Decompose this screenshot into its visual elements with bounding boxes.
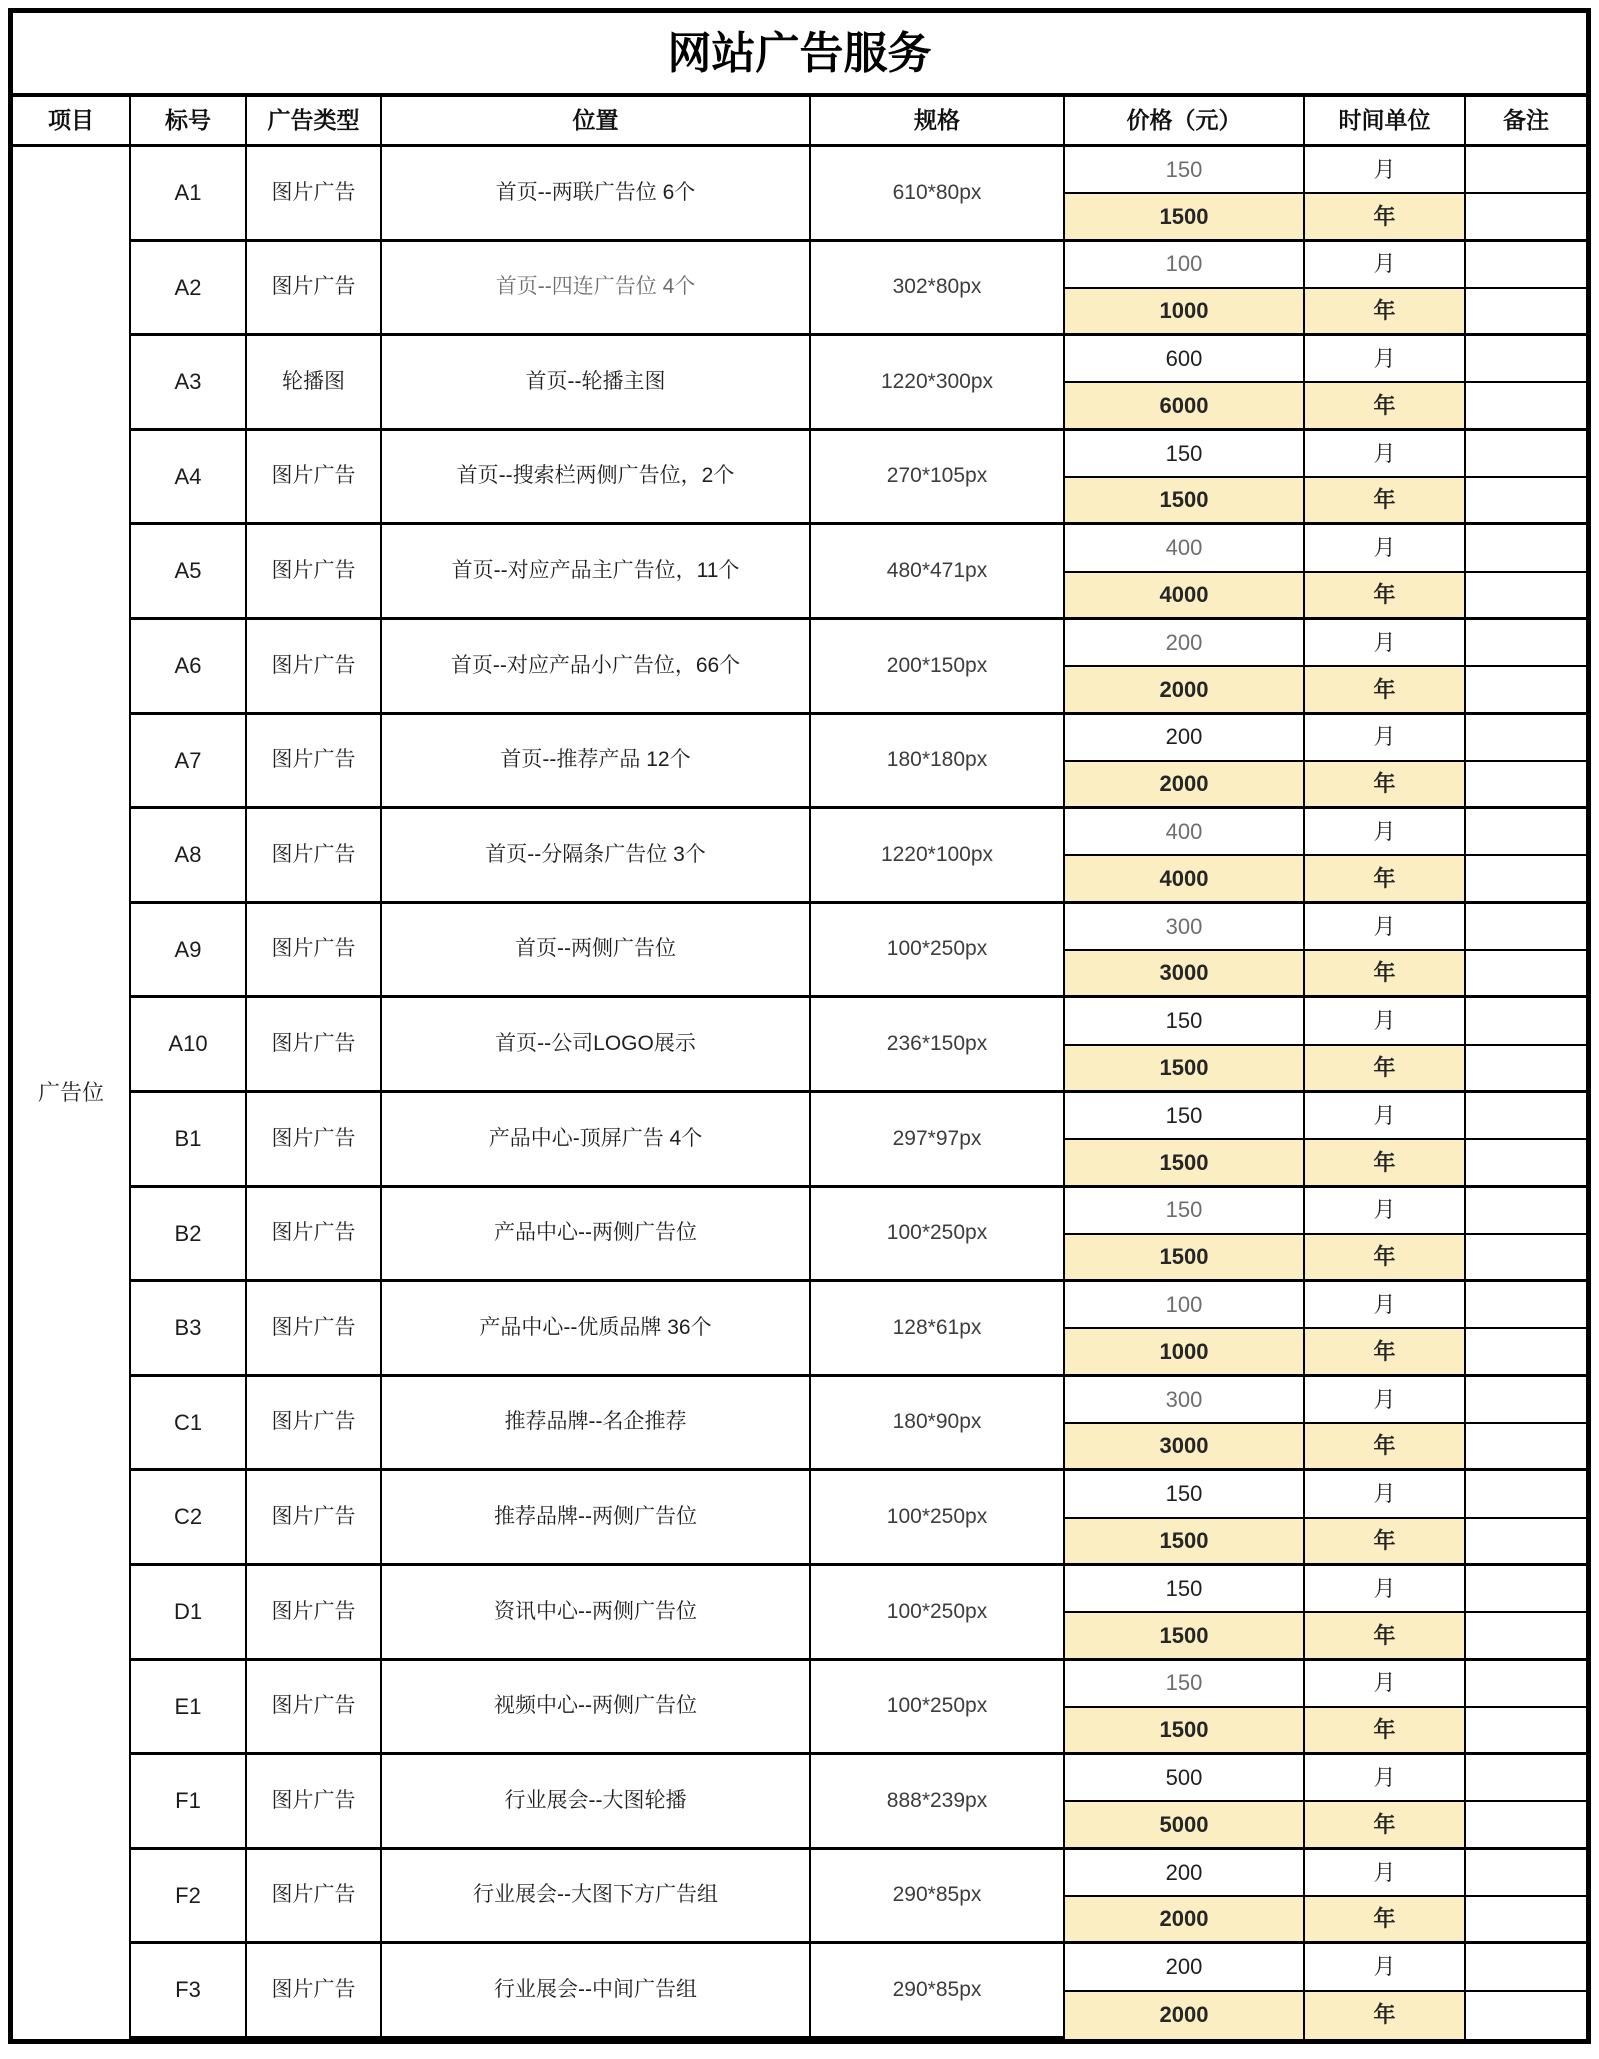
row-B3-unit-month: 月 <box>1305 1282 1466 1329</box>
row-A2-ad-type: 图片广告 <box>247 242 382 337</box>
row-B2-code: B2 <box>131 1188 247 1283</box>
row-A10-remark-month <box>1466 998 1586 1045</box>
row-B2-ad-type: 图片广告 <box>247 1188 382 1283</box>
row-A6-price-year: 2000 <box>1065 667 1305 714</box>
row-C2-unit-year: 年 <box>1305 1519 1466 1566</box>
row-B3-code: B3 <box>131 1282 247 1377</box>
row-B1-unit-month: 月 <box>1305 1093 1466 1140</box>
row-F1-ad-type: 图片广告 <box>247 1755 382 1850</box>
row-F2-price-month: 200 <box>1065 1850 1305 1897</box>
row-B1-spec: 297*97px <box>811 1093 1065 1188</box>
row-B3-unit-year: 年 <box>1305 1329 1466 1376</box>
row-C2-price-month: 150 <box>1065 1471 1305 1518</box>
row-E1-unit-month: 月 <box>1305 1661 1466 1708</box>
row-A5-remark-month <box>1466 525 1586 572</box>
row-A9-ad-type: 图片广告 <box>247 904 382 999</box>
row-B1-ad-type: 图片广告 <box>247 1093 382 1188</box>
row-F1-position: 行业展会--大图轮播 <box>382 1755 811 1850</box>
row-A3-ad-type: 轮播图 <box>247 336 382 431</box>
row-A2-remark-month <box>1466 242 1586 289</box>
row-A9-unit-year: 年 <box>1305 951 1466 998</box>
row-C1-code: C1 <box>131 1377 247 1472</box>
row-A5-position: 首页--对应产品主广告位，11个 <box>382 525 811 620</box>
row-D1-unit-year: 年 <box>1305 1613 1466 1660</box>
row-A9-remark-year <box>1466 951 1586 998</box>
row-E1-position: 视频中心--两侧广告位 <box>382 1661 811 1756</box>
column-header-time-unit: 时间单位 <box>1305 97 1466 147</box>
row-B2-spec: 100*250px <box>811 1188 1065 1283</box>
row-A8-remark-month <box>1466 809 1586 856</box>
ad-price-table <box>13 13 1586 2039</box>
row-A6-code: A6 <box>131 620 247 715</box>
row-D1-position: 资讯中心--两侧广告位 <box>382 1566 811 1661</box>
row-D1-remark-year <box>1466 1613 1586 1660</box>
row-F1-code: F1 <box>131 1755 247 1850</box>
row-F2-price-year: 2000 <box>1065 1897 1305 1944</box>
row-A9-price-year: 3000 <box>1065 951 1305 998</box>
row-D1-spec: 100*250px <box>811 1566 1065 1661</box>
row-C2-ad-type: 图片广告 <box>247 1471 382 1566</box>
row-A6-price-month: 200 <box>1065 620 1305 667</box>
row-A8-unit-month: 月 <box>1305 809 1466 856</box>
row-A9-code: A9 <box>131 904 247 999</box>
row-A10-unit-year: 年 <box>1305 1046 1466 1093</box>
row-A3-price-year: 6000 <box>1065 383 1305 430</box>
row-E1-price-year: 1500 <box>1065 1708 1305 1755</box>
row-B2-unit-year: 年 <box>1305 1235 1466 1282</box>
row-E1-ad-type: 图片广告 <box>247 1661 382 1756</box>
row-A1-spec: 610*80px <box>811 147 1065 242</box>
row-D1-code: D1 <box>131 1566 247 1661</box>
row-B1-price-year: 1500 <box>1065 1140 1305 1187</box>
row-F3-price-month: 200 <box>1065 1944 1305 1991</box>
row-B1-price-month: 150 <box>1065 1093 1305 1140</box>
row-A1-code: A1 <box>131 147 247 242</box>
row-B1-position: 产品中心-顶屏广告 4个 <box>382 1093 811 1188</box>
row-F2-unit-year: 年 <box>1305 1897 1466 1944</box>
column-header-remark: 备注 <box>1466 97 1586 147</box>
row-F3-price-year: 2000 <box>1065 1992 1305 2039</box>
row-A6-remark-year <box>1466 667 1586 714</box>
column-header-spec: 规格 <box>811 97 1065 147</box>
row-A6-unit-month: 月 <box>1305 620 1466 667</box>
page-title: 网站广告服务 <box>13 13 1586 97</box>
row-E1-spec: 100*250px <box>811 1661 1065 1756</box>
row-F2-spec: 290*85px <box>811 1850 1065 1945</box>
row-B2-position: 产品中心--两侧广告位 <box>382 1188 811 1283</box>
row-A8-price-year: 4000 <box>1065 856 1305 903</box>
row-F1-price-year: 5000 <box>1065 1802 1305 1849</box>
row-A3-remark-month <box>1466 336 1586 383</box>
row-A9-price-month: 300 <box>1065 904 1305 951</box>
row-A4-unit-year: 年 <box>1305 478 1466 525</box>
row-A6-position: 首页--对应产品小广告位，66个 <box>382 620 811 715</box>
row-A4-remark-year <box>1466 478 1586 525</box>
row-F1-spec: 888*239px <box>811 1755 1065 1850</box>
row-A4-ad-type: 图片广告 <box>247 431 382 526</box>
row-C1-price-month: 300 <box>1065 1377 1305 1424</box>
row-A8-ad-type: 图片广告 <box>247 809 382 904</box>
row-F3-ad-type: 图片广告 <box>247 1944 382 2039</box>
row-A1-price-year: 1500 <box>1065 194 1305 241</box>
row-F1-unit-month: 月 <box>1305 1755 1466 1802</box>
row-A2-price-year: 1000 <box>1065 289 1305 336</box>
row-F1-remark-month <box>1466 1755 1586 1802</box>
row-C2-unit-month: 月 <box>1305 1471 1466 1518</box>
row-D1-price-month: 150 <box>1065 1566 1305 1613</box>
row-A8-spec: 1220*100px <box>811 809 1065 904</box>
row-A9-position: 首页--两侧广告位 <box>382 904 811 999</box>
row-A4-unit-month: 月 <box>1305 431 1466 478</box>
row-B1-code: B1 <box>131 1093 247 1188</box>
row-B3-price-year: 1000 <box>1065 1329 1305 1376</box>
row-B2-unit-month: 月 <box>1305 1188 1466 1235</box>
row-A5-unit-month: 月 <box>1305 525 1466 572</box>
row-A2-code: A2 <box>131 242 247 337</box>
row-F1-price-month: 500 <box>1065 1755 1305 1802</box>
row-C1-remark-year <box>1466 1424 1586 1471</box>
row-F2-remark-month <box>1466 1850 1586 1897</box>
row-A7-price-year: 2000 <box>1065 762 1305 809</box>
row-B1-remark-year <box>1466 1140 1586 1187</box>
row-C2-remark-month <box>1466 1471 1586 1518</box>
row-C1-ad-type: 图片广告 <box>247 1377 382 1472</box>
row-A7-unit-year: 年 <box>1305 762 1466 809</box>
row-F1-unit-year: 年 <box>1305 1802 1466 1849</box>
row-C2-spec: 100*250px <box>811 1471 1065 1566</box>
ad-price-sheet <box>8 8 1591 2044</box>
row-A3-price-month: 600 <box>1065 336 1305 383</box>
row-C1-unit-month: 月 <box>1305 1377 1466 1424</box>
row-A3-code: A3 <box>131 336 247 431</box>
row-E1-remark-month <box>1466 1661 1586 1708</box>
row-A10-spec: 236*150px <box>811 998 1065 1093</box>
row-A1-remark-year <box>1466 194 1586 241</box>
row-B3-remark-year <box>1466 1329 1586 1376</box>
row-A3-position: 首页--轮播主图 <box>382 336 811 431</box>
row-A5-spec: 480*471px <box>811 525 1065 620</box>
row-C2-position: 推荐品牌--两侧广告位 <box>382 1471 811 1566</box>
row-A5-remark-year <box>1466 573 1586 620</box>
row-A6-ad-type: 图片广告 <box>247 620 382 715</box>
row-E1-unit-year: 年 <box>1305 1708 1466 1755</box>
row-A4-price-month: 150 <box>1065 431 1305 478</box>
row-A5-unit-year: 年 <box>1305 573 1466 620</box>
row-A4-spec: 270*105px <box>811 431 1065 526</box>
row-A4-remark-month <box>1466 431 1586 478</box>
row-A2-remark-year <box>1466 289 1586 336</box>
row-A7-position: 首页--推荐产品 12个 <box>382 715 811 810</box>
row-B3-spec: 128*61px <box>811 1282 1065 1377</box>
row-A2-position: 首页--四连广告位 4个 <box>382 242 811 337</box>
column-header-ad-type: 广告类型 <box>247 97 382 147</box>
row-A9-spec: 100*250px <box>811 904 1065 999</box>
row-F2-ad-type: 图片广告 <box>247 1850 382 1945</box>
row-C1-remark-month <box>1466 1377 1586 1424</box>
column-header-price: 价格（元） <box>1065 97 1305 147</box>
row-A4-code: A4 <box>131 431 247 526</box>
row-A9-unit-month: 月 <box>1305 904 1466 951</box>
row-A8-code: A8 <box>131 809 247 904</box>
row-A10-price-month: 150 <box>1065 998 1305 1045</box>
row-A1-price-month: 150 <box>1065 147 1305 194</box>
row-E1-code: E1 <box>131 1661 247 1756</box>
row-D1-price-year: 1500 <box>1065 1613 1305 1660</box>
column-header-project: 项目 <box>13 97 131 147</box>
row-A7-unit-month: 月 <box>1305 715 1466 762</box>
row-A1-position: 首页--两联广告位 6个 <box>382 147 811 242</box>
row-A6-unit-year: 年 <box>1305 667 1466 714</box>
row-F1-remark-year <box>1466 1802 1586 1849</box>
row-B3-position: 产品中心--优质品牌 36个 <box>382 1282 811 1377</box>
row-A2-unit-month: 月 <box>1305 242 1466 289</box>
row-A6-spec: 200*150px <box>811 620 1065 715</box>
row-F3-code: F3 <box>131 1944 247 2039</box>
row-A8-unit-year: 年 <box>1305 856 1466 903</box>
row-A10-price-year: 1500 <box>1065 1046 1305 1093</box>
row-A5-price-month: 400 <box>1065 525 1305 572</box>
row-A1-ad-type: 图片广告 <box>247 147 382 242</box>
row-A8-position: 首页--分隔条广告位 3个 <box>382 809 811 904</box>
row-F2-code: F2 <box>131 1850 247 1945</box>
column-header-code: 标号 <box>131 97 247 147</box>
row-A5-ad-type: 图片广告 <box>247 525 382 620</box>
row-F2-remark-year <box>1466 1897 1586 1944</box>
row-E1-price-month: 150 <box>1065 1661 1305 1708</box>
row-A6-remark-month <box>1466 620 1586 667</box>
row-A3-unit-year: 年 <box>1305 383 1466 430</box>
row-D1-remark-month <box>1466 1566 1586 1613</box>
row-A2-spec: 302*80px <box>811 242 1065 337</box>
row-B2-remark-month <box>1466 1188 1586 1235</box>
row-B2-price-month: 150 <box>1065 1188 1305 1235</box>
row-B1-remark-month <box>1466 1093 1586 1140</box>
row-C1-spec: 180*90px <box>811 1377 1065 1472</box>
row-A2-price-month: 100 <box>1065 242 1305 289</box>
row-A7-remark-year <box>1466 762 1586 809</box>
row-A9-remark-month <box>1466 904 1586 951</box>
row-A10-position: 首页--公司LOGO展示 <box>382 998 811 1093</box>
row-B3-ad-type: 图片广告 <box>247 1282 382 1377</box>
row-A1-remark-month <box>1466 147 1586 194</box>
row-F2-unit-month: 月 <box>1305 1850 1466 1897</box>
row-A8-remark-year <box>1466 856 1586 903</box>
row-C2-price-year: 1500 <box>1065 1519 1305 1566</box>
row-F3-unit-month: 月 <box>1305 1944 1466 1991</box>
row-A1-unit-month: 月 <box>1305 147 1466 194</box>
row-F2-position: 行业展会--大图下方广告组 <box>382 1850 811 1945</box>
row-F3-position: 行业展会--中间广告组 <box>382 1944 811 2039</box>
row-B3-price-month: 100 <box>1065 1282 1305 1329</box>
row-A7-remark-month <box>1466 715 1586 762</box>
row-F3-remark-year <box>1466 1992 1586 2039</box>
row-A3-remark-year <box>1466 383 1586 430</box>
column-header-position: 位置 <box>382 97 811 147</box>
row-A4-position: 首页--搜索栏两侧广告位，2个 <box>382 431 811 526</box>
row-E1-remark-year <box>1466 1708 1586 1755</box>
row-D1-ad-type: 图片广告 <box>247 1566 382 1661</box>
row-C1-position: 推荐品牌--名企推荐 <box>382 1377 811 1472</box>
row-A10-code: A10 <box>131 998 247 1093</box>
row-A1-unit-year: 年 <box>1305 194 1466 241</box>
row-A3-spec: 1220*300px <box>811 336 1065 431</box>
row-A5-code: A5 <box>131 525 247 620</box>
row-A7-price-month: 200 <box>1065 715 1305 762</box>
row-B2-price-year: 1500 <box>1065 1235 1305 1282</box>
row-C2-remark-year <box>1466 1519 1586 1566</box>
row-A10-remark-year <box>1466 1046 1586 1093</box>
row-B1-unit-year: 年 <box>1305 1140 1466 1187</box>
row-C2-code: C2 <box>131 1471 247 1566</box>
row-A7-code: A7 <box>131 715 247 810</box>
row-A7-ad-type: 图片广告 <box>247 715 382 810</box>
row-A3-unit-month: 月 <box>1305 336 1466 383</box>
row-A10-ad-type: 图片广告 <box>247 998 382 1093</box>
row-A7-spec: 180*180px <box>811 715 1065 810</box>
row-F3-spec: 290*85px <box>811 1944 1065 2039</box>
row-B3-remark-month <box>1466 1282 1586 1329</box>
project-category-cell: 广告位 <box>13 147 131 2039</box>
row-B2-remark-year <box>1466 1235 1586 1282</box>
row-C1-price-year: 3000 <box>1065 1424 1305 1471</box>
row-A4-price-year: 1500 <box>1065 478 1305 525</box>
row-C1-unit-year: 年 <box>1305 1424 1466 1471</box>
row-A10-unit-month: 月 <box>1305 998 1466 1045</box>
row-A5-price-year: 4000 <box>1065 573 1305 620</box>
row-F3-unit-year: 年 <box>1305 1992 1466 2039</box>
row-D1-unit-month: 月 <box>1305 1566 1466 1613</box>
row-A2-unit-year: 年 <box>1305 289 1466 336</box>
row-F3-remark-month <box>1466 1944 1586 1991</box>
row-A8-price-month: 400 <box>1065 809 1305 856</box>
